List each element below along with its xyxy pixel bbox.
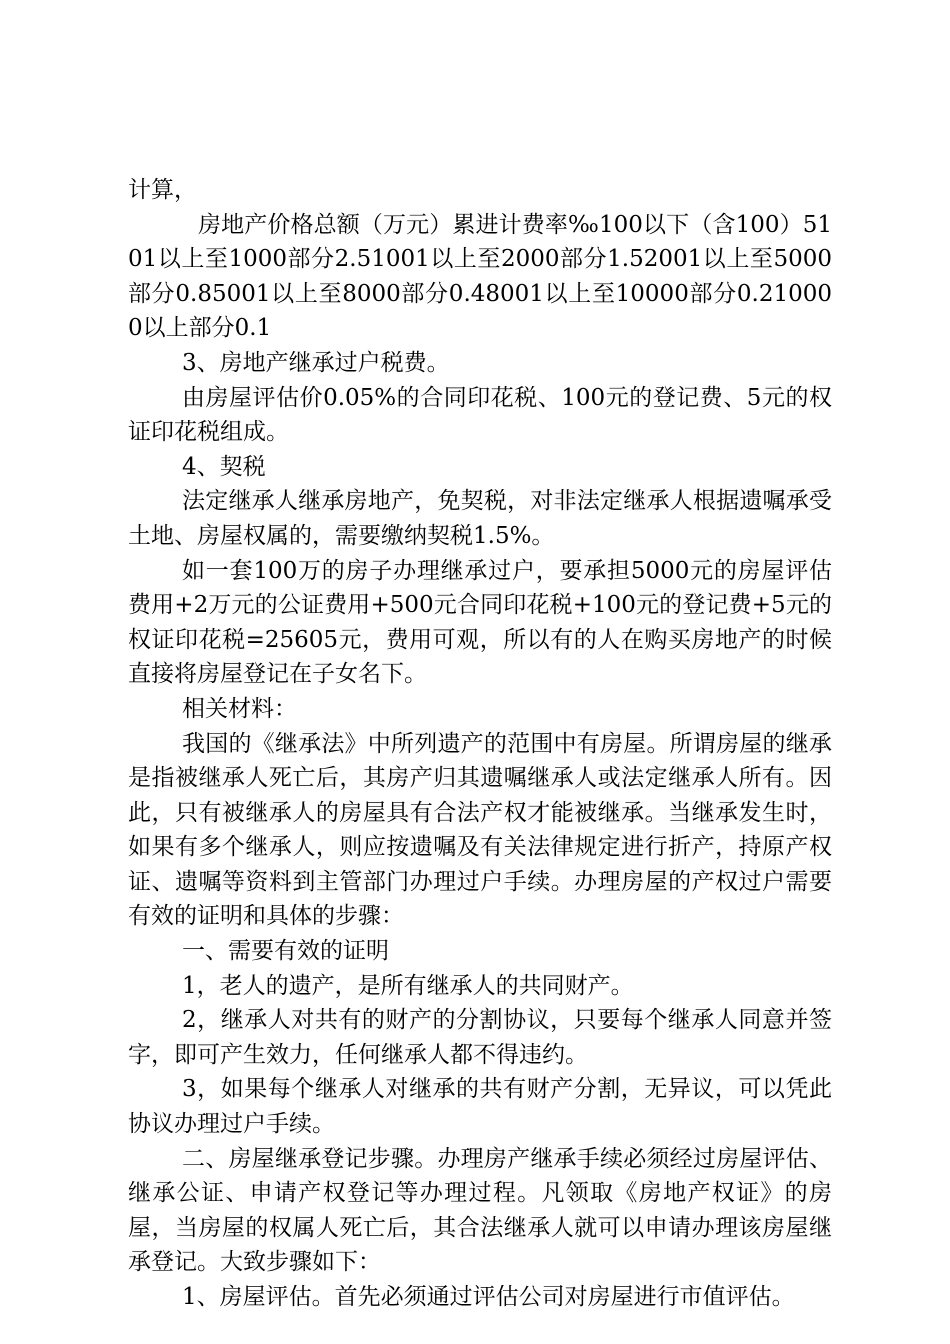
paragraph-transfer-taxes: 由房屋评估价0.05%的合同印花税、100元的登记费、5元的权证印花税组成。: [128, 384, 832, 446]
paragraph-fee-rate-table: 房地产价格总额（万元）累进计费率‰100以下（含100）5101以上至1000部分2.51001以上至2000部分1.52001以上至5000部分0.85001以上至8000部分0.48001以上至10000部分0.210000以上部分0.1: [128, 211, 832, 342]
heading-related-materials: 相关材料：: [182, 695, 297, 722]
list-item-step-1: 1、房屋评估。首先必须通过评估公司对房屋进行市值评估。: [182, 1284, 795, 1310]
paragraph-deed-tax: 法定继承人继承房地产，免契税，对非法定继承人根据遗嘱承受土地、房屋权属的，需要缴纳契税1.5%。: [128, 488, 832, 549]
list-item-proof-2: 2，继承人对共有的财产的分割协议，只要每个继承人同意并签字，即可产生效力，任何继承人都不得违约。: [128, 1007, 832, 1068]
paragraph-registration-steps: 二、房屋继承登记步骤。办理房产继承手续必须经过房屋评估、继承公证、申请产权登记等办理过程。凡领取《房地产权证》的房屋，当房屋的权属人死亡后，其合法继承人就可以申请办理该房屋继承登记。大致步骤如下：: [128, 1145, 832, 1276]
paragraph-calc: 计算，: [128, 177, 197, 203]
heading-valid-proof: 一、需要有效的证明: [182, 938, 389, 965]
heading-deed-tax: 4、契税: [182, 453, 266, 480]
document-body: [128, 173, 832, 1315]
paragraph-inheritance-law: 我国的《继承法》中所列遗产的范围中有房屋。所谓房屋的继承是指被继承人死亡后，其房产归其遗嘱继承人或法定继承人所有。因此，只有被继承人的房屋具有合法产权才能被继承。当继承发生时，如果有多个继承人，则应按遗嘱及有关法律规定进行折产，持原产权证、遗嘱等资料到主管部门办理过户手续。办理房屋的产权过户需要有效的证明和具体的步骤：: [128, 730, 832, 930]
list-item-proof-3: 3，如果每个继承人对继承的共有财产分割，无异议，可以凭此协议办理过户手续。: [128, 1076, 832, 1138]
list-item-proof-1: 1，老人的遗产，是所有继承人的共同财产。: [182, 972, 634, 999]
heading-transfer-taxes: 3、房地产继承过户税费。: [182, 349, 450, 376]
paragraph-example-cost: 如一套100万的房子办理继承过户，要承担5000元的房屋评估费用+2万元的公证费用+500元合同印花税+100元的登记费+5元的权证印花税=25605元，费用可观，所以有的人在购买房地产的时候直接将房屋登记在子女名下。: [128, 557, 832, 688]
